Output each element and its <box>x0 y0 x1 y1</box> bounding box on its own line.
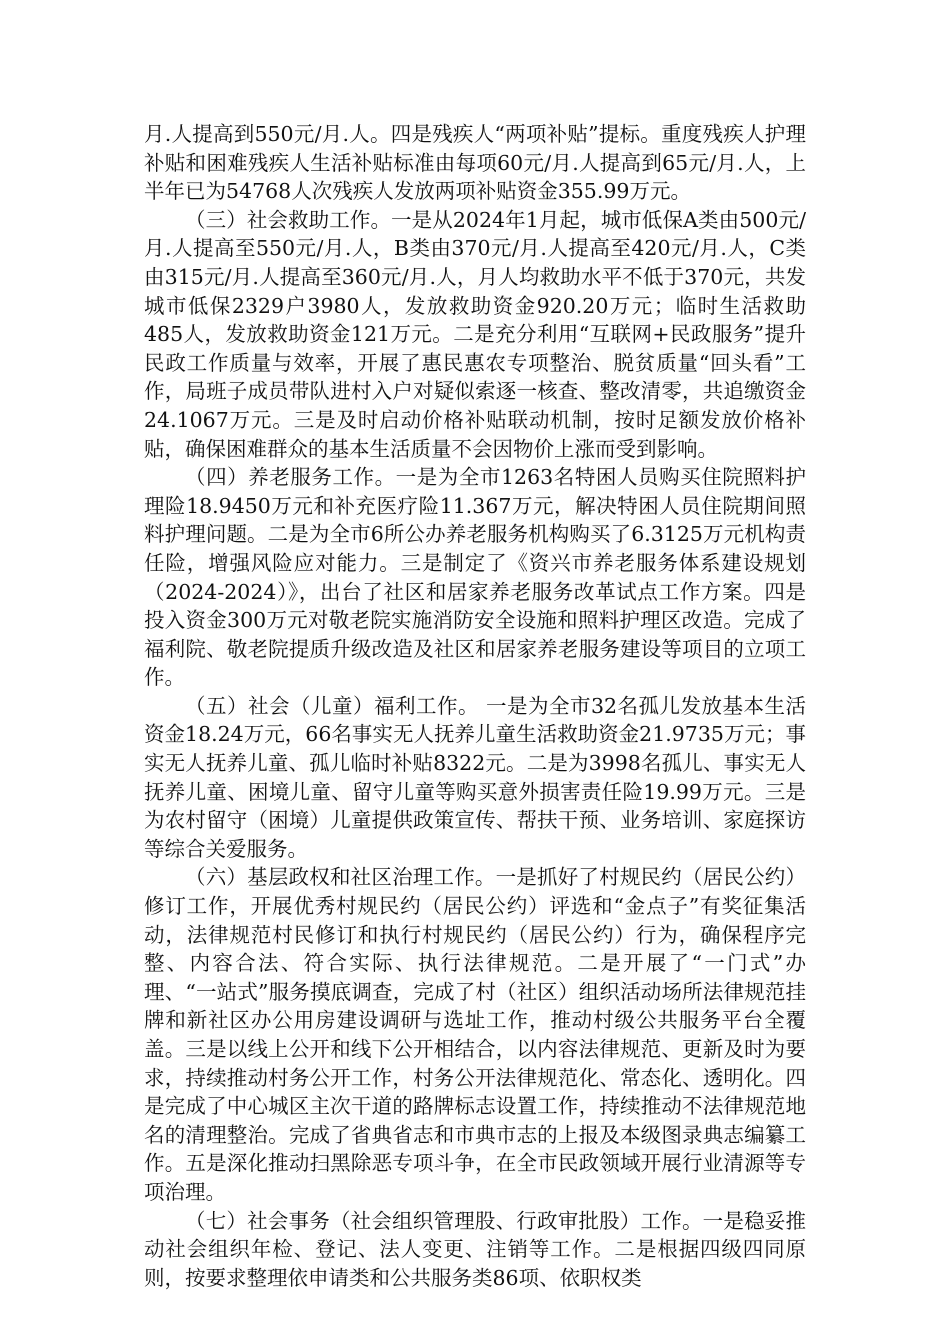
paragraph-social-affairs: （七）社会事务（社会组织管理股、行政审批股）工作。一是稳妥推动社会组织年检、登记、法人变更、注销等工作。二是根据四级四同原则，按要求整理依申请类和公共服务类86项、依职权类 <box>144 1208 806 1290</box>
paragraph-community-governance: （六）基层政权和社区治理工作。一是抓好了村规民约（居民公约）修订工作，开展优秀村规民约（居民公约）评选和“金点子”有奖征集活动，法律规范村民修订和执行村规民约（居民公约）行为，确保程序完整、内容合法、符合实际、执行法律规范。二是开展了“一门式”办理、“一站式”服务摸底调查，完成了村（社区）组织活动场所法律规范挂牌和新社区办公用房建设调研与选址工作，推动村级公共服务平台全覆盖。三是以线上公开和线下公开相结合，以内容法律规范、更新及时为要求，持续推动村务公开工作，村务公开法律规范化、常态化、透明化。四是完成了中心城区主次干道的路牌标志设置工作，持续推动不法律规范地名的清理整治。完成了省典省志和市典市志的上报及本级图录典志编纂工作。五是深化推动扫黑除恶专项斗争，在全市民政领域开展行业清源等专项治理。 <box>144 865 806 1204</box>
document-body <box>144 120 806 1292</box>
paragraph-elderly-care: （四）养老服务工作。一是为全市1263名特困人员购买住院照料护理险18.9450万元和补充医疗险11.367万元，解决特困人员住院期间照料护理问题。二是为全市6所公办养老服务机构购买了6.3125万元机构责任险，增强风险应对能力。三是制定了《资兴市养老服务体系建设规划（2024-2024）》，出台了社区和居家养老服务改革试点工作方案。四是投入资金300万元对敬老院实施消防安全设施和照料护理区改造。完成了福利院、敬老院提质升级改造及社区和居家养老服务建设等项目的立项工作。 <box>144 465 806 690</box>
paragraph-social-assistance: （三）社会救助工作。一是从2024年1月起，城市低保A类由500元/月.人提高至550元/月.人，B类由370元/月.人提高至420元/月.人，C类由315元/月.人提高至360元/月.人，月人均救助水平不低于370元，共发城市低保2329户3980人，发放救助资金920.20万元；临时生活救助485人，发放救助资金121万元。二是充分利用“互联网+民政服务”提升民政工作质量与效率，开展了惠民惠农专项整治、脱贫质量“回头看”工作，局班子成员带队进村入户对疑似索逐一核查、整改清零，共追缴资金24.1067万元。三是及时启动价格补贴联动机制，按时足额发放价格补贴，确保困难群众的基本生活质量不会因物价上涨而受到影响。 <box>144 207 806 461</box>
paragraph-child-welfare: （五）社会（儿童）福利工作。 一是为全市32名孤儿发放基本生活资金18.24万元，66名事实无人抚养儿童生活救助资金21.9735万元；事实无人抚养儿童、孤儿临时补贴8322元。二是为3998名孤儿、事实无人抚养儿童、困境儿童、留守儿童等购买意外损害责任险19.99万元。三是为农村留守（困境）儿童提供政策宣传、帮扶干预、业务培训、家庭探访等综合关爱服务。 <box>144 693 806 861</box>
paragraph-continuation: 月.人提高到550元/月.人。四是残疾人“两项补贴”提标。重度残疾人护理补贴和困难残疾人生活补贴标准由每项60元/月.人提高到65元/月.人，上半年已为54768人次残疾人发放两项补贴资金355.99万元。 <box>144 122 806 204</box>
